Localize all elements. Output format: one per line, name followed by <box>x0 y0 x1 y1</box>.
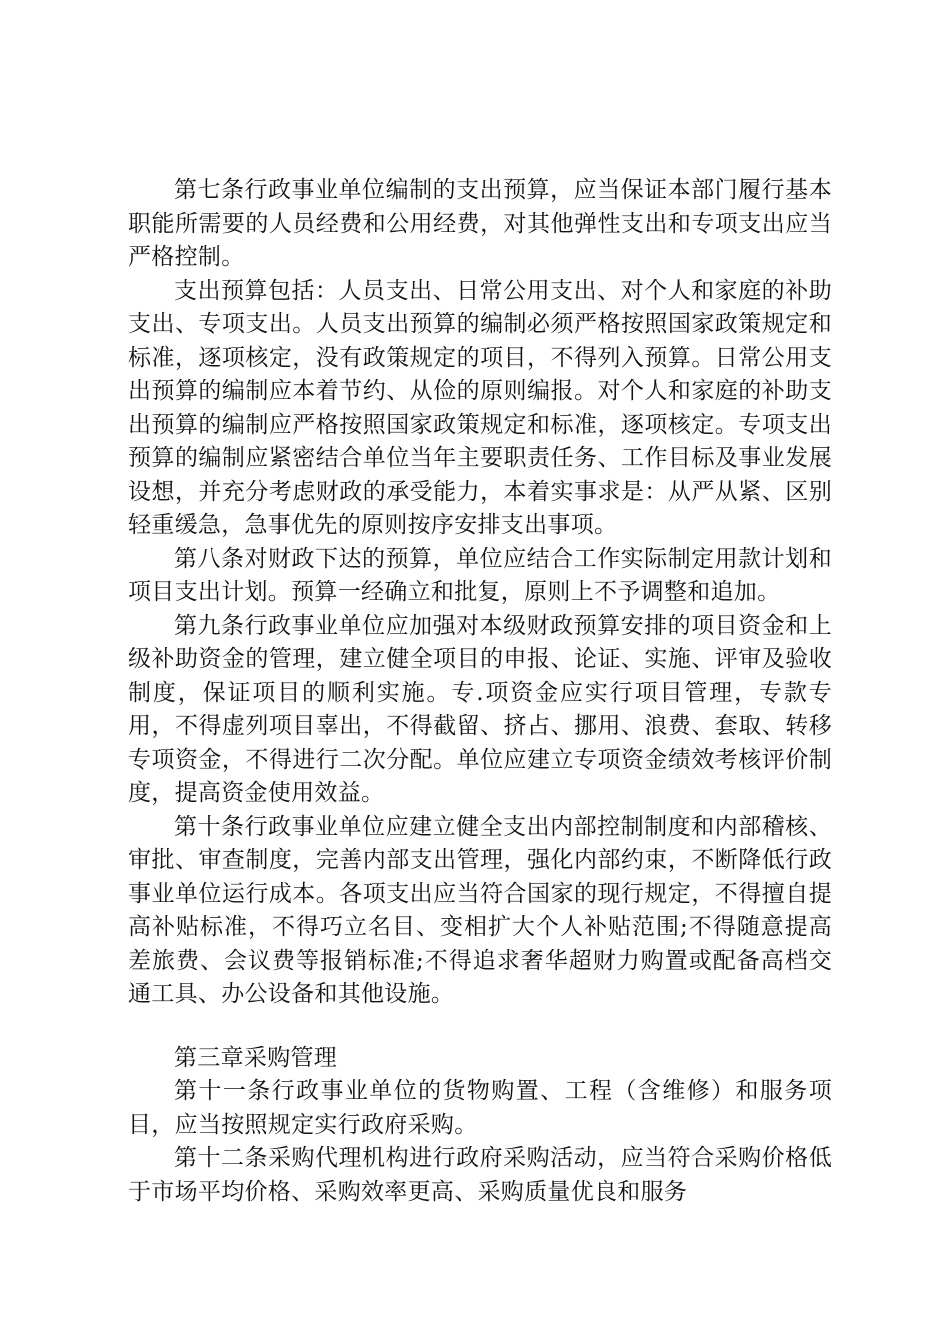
article-9-paragraph: 第九条行政事业单位应加强对本级财政预算安排的项目资金和上级补助资金的管理，建立健全项目的申报、论证、实施、评审及验收制度，保证项目的顺利实施。专.项资金应实行项目管理，专款专用，不得虚列项目辜出，不得截留、挤占、挪用、浪费、套取、转移专项资金，不得进行二次分配。单位应建立专项资金绩效考核评价制度，提高资金使用效益。 <box>128 612 832 806</box>
article-8-paragraph: 第八条对财政下达的预算，单位应结合工作实际制定用款计划和项目支出计划。预算一经确立和批复，原则上不予调整和追加。 <box>128 545 832 605</box>
article-12-paragraph: 第十二条采购代理机构进行政府采购活动，应当符合采购价格低于市场平均价格、采购效率更高、采购质量优良和服务 <box>128 1145 832 1205</box>
article-10-paragraph: 第十条行政事业单位应建立健全支出内部控制制度和内部稽核、审批、审查制度，完善内部支出管理，强化内部约束，不断降低行政事业单位运行成本。各项支出应当符合国家的现行规定，不得擅自提高补贴标准，不得巧立名目、变相扩大个人补贴范围;不得随意提高差旅费、会议费等报销标准;不得追求奢华超财力购置或配备高档交通工具、办公设备和其他设施。 <box>128 813 832 1007</box>
article-7-paragraph: 第七条行政事业单位编制的支出预算，应当保证本部门履行基本职能所需要的人员经费和公用经费，对其他弹性支出和专项支出应当严格控制。 <box>128 177 832 270</box>
chapter-heading: 第三章采购管理 <box>174 1044 338 1071</box>
document-page <box>128 174 832 1209</box>
budget-content-paragraph: 支出预算包括：人员支出、日常公用支出、对个人和家庭的补助支出、专项支出。人员支出预算的编制必须严格按照国家政策规定和标准，逐项核定，没有政策规定的项目，不得列入预算。日常公用支出预算的编制应本着节约、从俭的原则编报。对个人和家庭的补助支出预算的编制应严格按照国家政策规定和标准，逐项核定。专项支出预算的编制应紧密结合单位当年主要职责任务、工作目标及事业发展设想，并充分考虑财政的承受能力，本着实事求是：从严从紧、区别轻重缓急，急事优先的原则按序安排支出事项。 <box>128 277 832 538</box>
article-11-paragraph: 第十一条行政事业单位的货物购置、工程（含维修）和服务项目，应当按照规定实行政府采购。 <box>128 1078 832 1138</box>
